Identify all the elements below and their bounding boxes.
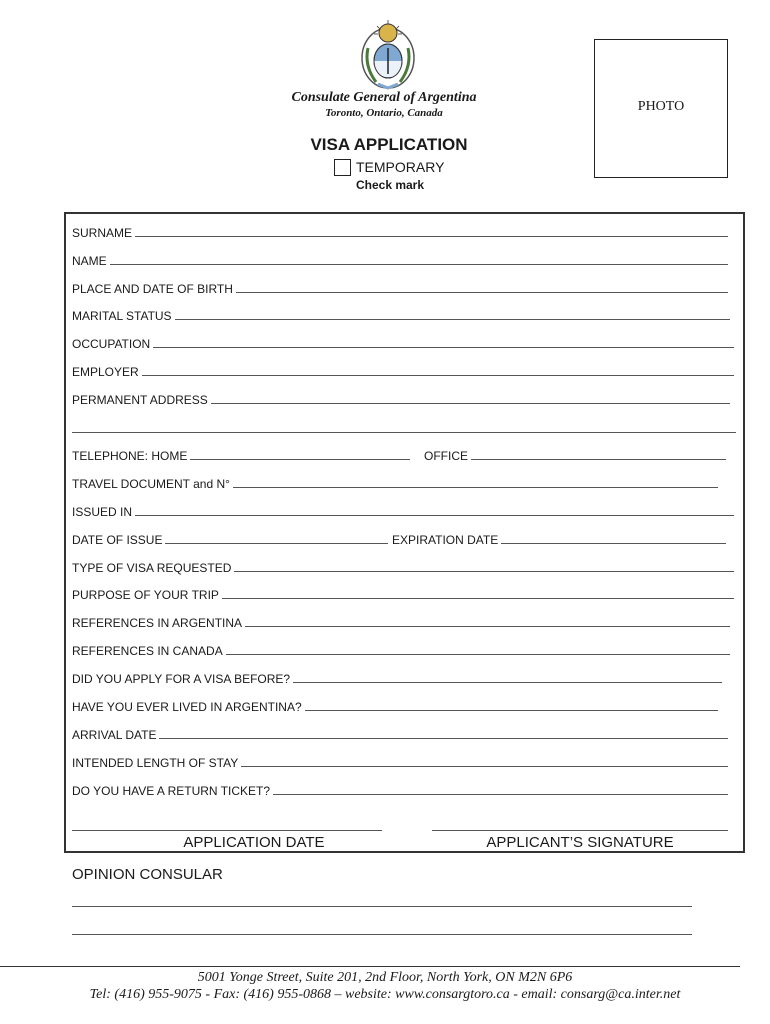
lived-in-argentina-input[interactable] (305, 710, 718, 711)
consulate-name: Consulate General of Argentina (291, 90, 477, 105)
references-canada-label: REFERENCES IN CANADA (72, 644, 223, 658)
name-field (72, 252, 728, 268)
opinion-line-2[interactable] (72, 934, 692, 935)
applied-before-label: DID YOU APPLY FOR A VISA BEFORE? (72, 672, 291, 686)
surname-input[interactable] (135, 236, 728, 237)
occupation-field (72, 335, 734, 351)
telephone-office-field (424, 447, 726, 463)
opinion-line-1[interactable] (72, 906, 692, 907)
telephone-office-label: OFFICE (424, 449, 468, 463)
permanent-address-field (72, 391, 730, 407)
applied-before-field (72, 670, 722, 686)
marital-status-label: MARITAL STATUS (72, 309, 172, 323)
travel-document-label: TRAVEL DOCUMENT and N° (72, 477, 230, 491)
length-of-stay-input[interactable] (241, 766, 728, 767)
argentina-coat-of-arms-icon (358, 18, 418, 90)
surname-field (72, 224, 728, 240)
return-ticket-field (72, 782, 728, 798)
lived-in-argentina-field (72, 698, 718, 714)
photo-label: PHOTO (637, 99, 685, 114)
length-of-stay-field (72, 754, 728, 770)
employer-input[interactable] (142, 375, 734, 376)
birth-field (72, 280, 728, 296)
birth-label: PLACE AND DATE OF BIRTH (72, 282, 233, 296)
footer-contact: Tel: (416) 955-9075 - Fax: (416) 955-0868 – website: www.consargtoro.ca - email: consarg@ca.inter.net (89, 987, 681, 1002)
references-canada-input[interactable] (226, 654, 730, 655)
type-of-visa-label: TYPE OF VISA REQUESTED (72, 561, 232, 575)
temporary-label: TEMPORARY (356, 159, 445, 175)
telephone-home-input[interactable] (190, 459, 410, 460)
employer-field (72, 363, 734, 379)
issued-in-input[interactable] (135, 515, 734, 516)
arrival-date-label: ARRIVAL DATE (72, 728, 157, 742)
application-date-label: APPLICATION DATE (183, 834, 325, 851)
occupation-input[interactable] (153, 347, 734, 348)
temporary-option (334, 157, 444, 177)
type-of-visa-field (72, 559, 734, 575)
page-title: VISA APPLICATION (310, 135, 468, 154)
date-of-issue-field (72, 531, 388, 547)
permanent-address-label: PERMANENT ADDRESS (72, 393, 208, 407)
telephone-office-input[interactable] (471, 459, 726, 460)
consulate-location: Toronto, Ontario, Canada (325, 107, 443, 119)
return-ticket-input[interactable] (273, 794, 728, 795)
telephone-home-field (72, 447, 410, 463)
telephone-home-label: TELEPHONE: HOME (72, 449, 188, 463)
footer-divider (0, 966, 740, 967)
applicant-signature-input[interactable] (432, 830, 728, 831)
applicant-signature-label: APPLICANT’S SIGNATURE (486, 834, 674, 851)
temporary-checkbox[interactable] (334, 159, 351, 176)
employer-label: EMPLOYER (72, 365, 139, 379)
name-input[interactable] (110, 264, 728, 265)
occupation-label: OCCUPATION (72, 337, 151, 351)
arrival-date-input[interactable] (159, 738, 728, 739)
references-canada-field (72, 642, 730, 658)
lived-in-argentina-label: HAVE YOU EVER LIVED IN ARGENTINA? (72, 700, 302, 714)
return-ticket-label: DO YOU HAVE A RETURN TICKET? (72, 784, 271, 798)
expiration-date-label: EXPIRATION DATE (392, 533, 499, 547)
references-argentina-input[interactable] (245, 626, 730, 627)
marital-status-field (72, 307, 730, 323)
permanent-address-input[interactable] (211, 403, 730, 404)
references-argentina-label: REFERENCES IN ARGENTINA (72, 616, 243, 630)
photo-box (594, 39, 728, 178)
expiration-date-input[interactable] (501, 543, 726, 544)
name-label: NAME (72, 254, 107, 268)
type-of-visa-input[interactable] (234, 571, 734, 572)
opinion-consular-title: OPINION CONSULAR (72, 866, 223, 883)
date-of-issue-input[interactable] (165, 543, 388, 544)
birth-input[interactable] (236, 292, 728, 293)
marital-status-input[interactable] (175, 319, 730, 320)
travel-document-input[interactable] (233, 487, 718, 488)
permanent-address-continuation-input[interactable] (72, 432, 736, 433)
application-date-input[interactable] (72, 830, 382, 831)
date-of-issue-label: DATE OF ISSUE (72, 533, 163, 547)
purpose-input[interactable] (222, 598, 734, 599)
surname-label: SURNAME (72, 226, 133, 240)
arrival-date-field (72, 726, 728, 742)
check-mark-instruction: Check mark (355, 178, 425, 192)
travel-document-field (72, 475, 718, 491)
issued-in-label: ISSUED IN (72, 505, 133, 519)
expiration-date-field (392, 531, 726, 547)
applied-before-input[interactable] (293, 682, 722, 683)
references-argentina-field (72, 614, 730, 630)
purpose-field (72, 586, 734, 602)
purpose-label: PURPOSE OF YOUR TRIP (72, 588, 219, 602)
length-of-stay-label: INTENDED LENGTH OF STAY (72, 756, 239, 770)
issued-in-field (72, 503, 734, 519)
footer-address: 5001 Yonge Street, Suite 201, 2nd Floor, North York, ON M2N 6P6 (197, 970, 573, 985)
